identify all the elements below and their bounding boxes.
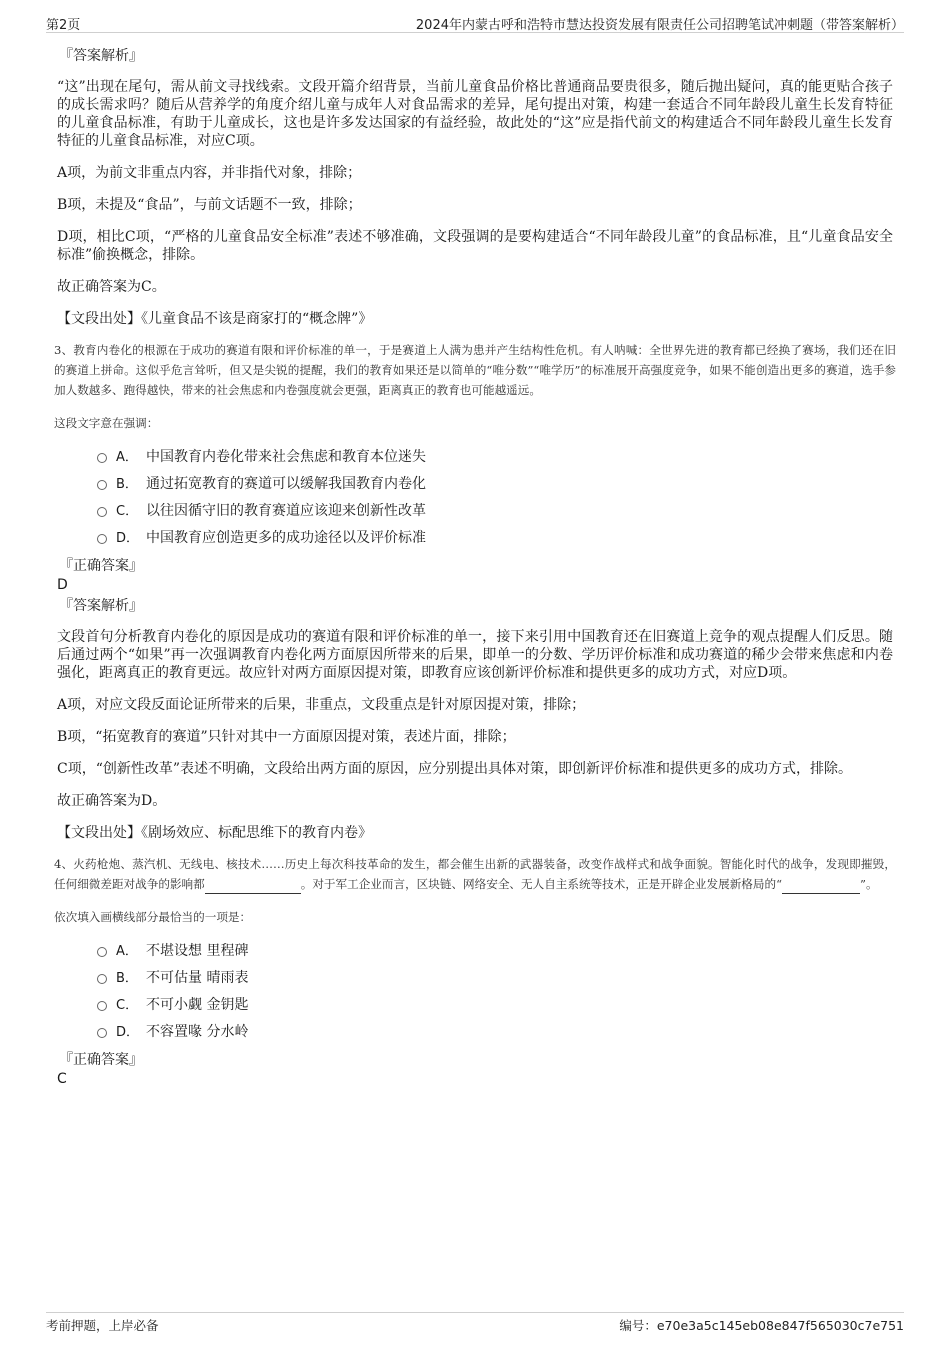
correct-answer: C [57,1071,67,1087]
radio-icon[interactable] [97,947,107,957]
radio-icon[interactable] [97,507,107,517]
document-id: 编号：e70e3a5c145eb08e847f565030c7e751 [619,1318,904,1333]
source-citation: 【文段出处】《剧场效应、标配思维下的教育内卷》 [57,825,372,841]
option-a[interactable]: A． 中国教育内卷化带来社会焦虑和教育本位迷失 [97,444,893,471]
question-prompt: 这段文字意在强调： [54,416,159,430]
document-title: 2024年内蒙古呼和浩特市慧达投资发展有限责任公司招聘笔试冲刺题（带答案解析） [415,18,904,33]
analysis-label: 『答案解析』 [59,598,143,614]
analysis-paragraph: 故正确答案为C。 [57,279,166,295]
correct-answer: D [57,577,68,593]
analysis-paragraph: A项，对应文段反面论证所带来的后果，非重点，文段重点是针对原因提对策，排除； [57,697,586,713]
page-number: 第2页 [46,18,81,33]
analysis-paragraph: D项，相比C项，“严格的儿童食品安全标准”表述不够准确，文段强调的是要构建适合“不同年龄段儿童”的食品标准，且“儿童食品安全标准”偷换概念，排除。 [57,229,893,263]
options-list [97,444,893,552]
analysis-paragraph: C项，“创新性改革”表述不明确，文段给出两方面的原因，应分别提出具体对策，即创新评价标准和提供更多的成功方式，排除。 [57,761,853,777]
page-footer [46,1312,904,1335]
options-list [97,938,893,1046]
main-content [54,42,896,1088]
option-a[interactable]: A． 不堪设想 里程碑 [97,938,893,965]
option-d[interactable]: D． 中国教育应创造更多的成功途径以及评价标准 [97,525,893,552]
radio-icon[interactable] [97,974,107,984]
question-4 [54,854,896,1088]
option-c[interactable]: C． 以往因循守旧的教育赛道应该迎来创新性改革 [97,498,893,525]
prev-question-section [57,46,893,328]
radio-icon[interactable] [97,453,107,463]
answer-label: 『正确答案』 [59,1052,143,1068]
option-d[interactable]: D． 不容置喙 分水岭 [97,1019,893,1046]
fill-blank-2[interactable] [782,879,860,894]
question-text: 3、教育内卷化的根源在于成功的赛道有限和评价标准的单一，于是赛道上人满为患并产生结构性危机。有人呐喊：全世界先进的教育都已经换了赛场，我们还在旧的赛道上拼命。这似乎危言耸听，但又是尖锐的提醒，我们的教育如果还是以简单的“唯分数”“唯学历”的标准展开高强度竞争，如果不能创造出更多的赛道，选手参加人数越多、跑得越快，带来的社会焦虑和内卷强度就会更强，距离真正的教育也可能越遥远。 [54,343,896,397]
radio-icon[interactable] [97,1028,107,1038]
analysis-paragraph: 故正确答案为D。 [57,793,167,809]
fill-blank-1[interactable] [205,879,301,894]
source-citation: 【文段出处】《儿童食品不该是商家打的“概念牌”》 [57,311,373,327]
page-header [46,12,904,33]
radio-icon[interactable] [97,480,107,490]
question-3 [54,340,896,842]
analysis-paragraph: A项，为前文非重点内容，并非指代对象，排除； [57,165,362,181]
radio-icon[interactable] [97,534,107,544]
question-prompt: 依次填入画横线部分最恰当的一项是： [54,910,252,924]
answer-label: 『正确答案』 [59,558,143,574]
option-b[interactable]: B． 不可估量 晴雨表 [97,965,893,992]
radio-icon[interactable] [97,1001,107,1011]
footer-slogan: 考前押题，上岸必备 [46,1318,159,1333]
analysis-paragraph: B项，“拓宽教育的赛道”只针对其中一方面原因提对策，表述片面，排除； [57,729,516,745]
option-b[interactable]: B． 通过拓宽教育的赛道可以缓解我国教育内卷化 [97,471,893,498]
analysis-paragraph: 文段首句分析教育内卷化的原因是成功的赛道有限和评价标准的单一，接下来引用中国教育还在旧赛道上竞争的观点提醒人们反思。随后通过两个“如果”再一次强调教育内卷化两方面原因所带来的后果，即单一的分数、学历评价标准和成功赛道的稀少会带来焦虑和内卷强化，距离真正的教育更远。故应针对两方面原因提对策，即教育应该创新评价标准和提供更多的成功方式，对应D项。 [57,629,893,681]
question-text: 4、火药枪炮、蒸汽机、无线电、核技术……历史上每次科技革命的发生，都会催生出新的武器装备，改变作战样式和战争面貌。智能化时代的战争，发现即摧毁，任何细微差距对战争的影响都 。对于军工企业而言，区块链、网络安全、无人自主系统等技术，正是开辟企业发展新格局的“ ”。 [54,854,896,894]
analysis-paragraph: “这”出现在尾句，需从前文寻找线索。文段开篇介绍背景，当前儿童食品价格比普通商品要贵很多，随后抛出疑问，真的能更贴合孩子的成长需求吗？随后从营养学的角度介绍儿童与成年人对食品需求的差异，尾句提出对策，构建一套适合不同年龄段儿童生长发育特征的儿童食品标准，有助于儿童成长，这也是许多发达国家的有益经验，故此处的“这”应是指代前文的构建适合不同年龄段儿童生长发育特征的儿童食品标准，对应C项。 [57,79,893,149]
analysis-paragraph: B项，未提及“食品”，与前文话题不一致，排除； [57,197,362,213]
option-c[interactable]: C． 不可小觑 金钥匙 [97,992,893,1019]
analysis-label: 『答案解析』 [59,48,143,64]
